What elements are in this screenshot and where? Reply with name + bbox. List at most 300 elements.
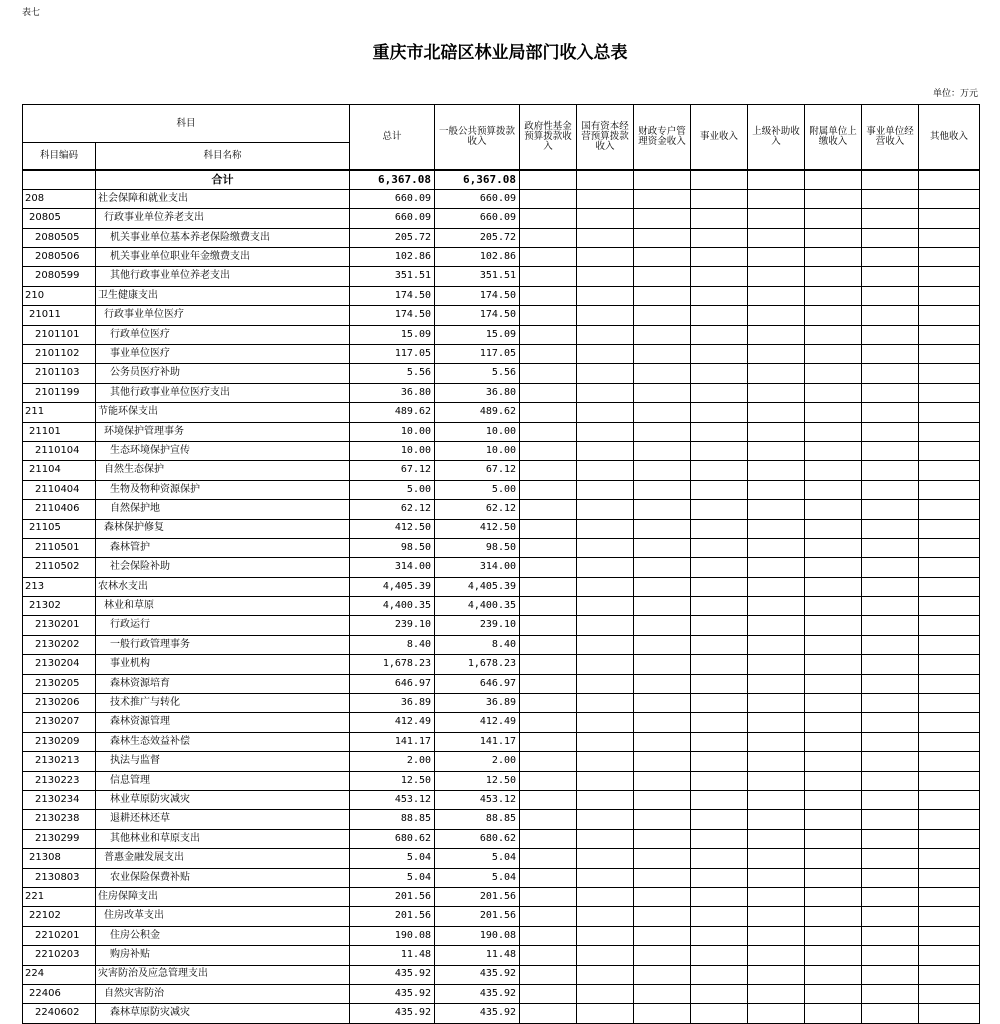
empty-cell <box>748 868 805 887</box>
empty-cell <box>748 500 805 519</box>
empty-cell <box>691 616 748 635</box>
table-row <box>23 519 980 538</box>
empty-cell <box>577 752 634 771</box>
empty-cell <box>520 441 577 460</box>
empty-cell <box>805 480 862 499</box>
table-row <box>23 325 980 344</box>
general-budget-amount: 435.92 <box>435 984 520 1003</box>
subject-name: 社会保障和就业支出 <box>96 189 350 208</box>
empty-cell <box>577 597 634 616</box>
general-budget-amount: 12.50 <box>435 771 520 790</box>
empty-cell <box>862 345 919 364</box>
empty-cell <box>577 403 634 422</box>
empty-cell <box>805 577 862 596</box>
empty-cell <box>748 228 805 247</box>
general-budget-amount: 67.12 <box>435 461 520 480</box>
empty-cell <box>577 364 634 383</box>
empty-cell <box>520 829 577 848</box>
empty-cell <box>634 907 691 926</box>
header-gov-fund: 政府性基金预算拨款收入 <box>520 105 577 171</box>
subject-name: 行政事业单位医疗 <box>96 306 350 325</box>
subject-code: 2130299 <box>23 829 96 848</box>
empty-cell <box>691 732 748 751</box>
table-row <box>23 189 980 208</box>
table-row <box>23 345 980 364</box>
table-row <box>23 635 980 654</box>
subject-name: 执法与监督 <box>96 752 350 771</box>
subject-code: 20805 <box>23 209 96 228</box>
table-row <box>23 228 980 247</box>
empty-cell <box>577 907 634 926</box>
empty-cell <box>577 674 634 693</box>
unit-label: 单位：万元 <box>932 89 978 99</box>
empty-cell <box>805 500 862 519</box>
empty-cell <box>520 538 577 557</box>
empty-cell <box>805 1004 862 1023</box>
empty-cell <box>919 694 980 713</box>
general-budget-amount: 201.56 <box>435 907 520 926</box>
empty-cell <box>691 965 748 984</box>
subject-name: 住房改革支出 <box>96 907 350 926</box>
empty-cell <box>805 791 862 810</box>
empty-cell <box>862 325 919 344</box>
table-row <box>23 267 980 286</box>
subject-name: 自然生态保护 <box>96 461 350 480</box>
total-amount: 435.92 <box>350 965 435 984</box>
table-row <box>23 655 980 674</box>
empty-cell <box>634 519 691 538</box>
empty-cell <box>520 810 577 829</box>
empty-cell <box>805 829 862 848</box>
table-row <box>23 500 980 519</box>
empty-cell <box>805 422 862 441</box>
empty-cell <box>748 189 805 208</box>
total-amount: 141.17 <box>350 732 435 751</box>
empty-cell <box>748 248 805 267</box>
empty-cell <box>577 771 634 790</box>
empty-cell <box>862 577 919 596</box>
total-amount: 190.08 <box>350 926 435 945</box>
empty-cell <box>520 345 577 364</box>
table-row <box>23 946 980 965</box>
subject-code: 2130223 <box>23 771 96 790</box>
empty-cell <box>634 849 691 868</box>
empty-cell <box>748 810 805 829</box>
subject-code: 21101 <box>23 422 96 441</box>
empty-cell <box>577 732 634 751</box>
empty-cell <box>748 694 805 713</box>
empty-cell <box>919 655 980 674</box>
table-row <box>23 306 980 325</box>
empty-cell <box>748 849 805 868</box>
empty-cell <box>805 849 862 868</box>
header-superior-subsidy: 上级补助收入 <box>748 105 805 171</box>
table-row <box>23 422 980 441</box>
empty-cell <box>862 500 919 519</box>
total-amount: 314.00 <box>350 558 435 577</box>
table-row <box>23 383 980 402</box>
table-row <box>23 829 980 848</box>
total-amount: 201.56 <box>350 907 435 926</box>
empty-cell <box>748 635 805 654</box>
empty-cell <box>691 752 748 771</box>
empty-cell <box>862 364 919 383</box>
empty-cell <box>577 558 634 577</box>
table-row <box>23 577 980 596</box>
empty-cell <box>577 849 634 868</box>
empty-cell <box>634 267 691 286</box>
empty-cell <box>805 674 862 693</box>
general-budget-amount: 680.62 <box>435 829 520 848</box>
empty-cell <box>577 325 634 344</box>
empty-cell <box>748 752 805 771</box>
empty-cell <box>691 306 748 325</box>
empty-cell <box>634 500 691 519</box>
subject-name: 农业保险保费补贴 <box>96 868 350 887</box>
header-other: 其他收入 <box>919 105 980 171</box>
empty-cell <box>691 286 748 305</box>
subject-name: 其他行政事业单位医疗支出 <box>96 383 350 402</box>
empty-cell <box>634 694 691 713</box>
empty-cell <box>919 325 980 344</box>
total-general-amount: 6,367.08 <box>435 170 520 189</box>
empty-cell <box>862 441 919 460</box>
empty-cell <box>862 674 919 693</box>
empty-cell <box>691 694 748 713</box>
empty-cell <box>805 694 862 713</box>
empty-cell <box>520 597 577 616</box>
empty-cell <box>862 616 919 635</box>
general-budget-amount: 239.10 <box>435 616 520 635</box>
empty-cell <box>748 480 805 499</box>
subject-code: 2101101 <box>23 325 96 344</box>
empty-cell <box>577 170 634 189</box>
general-budget-amount: 11.48 <box>435 946 520 965</box>
empty-cell <box>805 887 862 906</box>
empty-cell <box>805 519 862 538</box>
empty-cell <box>634 887 691 906</box>
total-code-cell <box>23 170 96 189</box>
empty-cell <box>748 286 805 305</box>
empty-cell <box>805 364 862 383</box>
subject-code: 2110501 <box>23 538 96 557</box>
empty-cell <box>577 422 634 441</box>
subject-name: 生态环境保护宣传 <box>96 441 350 460</box>
empty-cell <box>691 713 748 732</box>
empty-cell <box>862 209 919 228</box>
subject-name: 林业草原防灾减灾 <box>96 791 350 810</box>
empty-cell <box>862 558 919 577</box>
total-amount: 174.50 <box>350 286 435 305</box>
empty-cell <box>805 325 862 344</box>
general-budget-amount: 2.00 <box>435 752 520 771</box>
empty-cell <box>748 791 805 810</box>
general-budget-amount: 36.80 <box>435 383 520 402</box>
total-amount: 2.00 <box>350 752 435 771</box>
empty-cell <box>805 441 862 460</box>
empty-cell <box>919 597 980 616</box>
subject-name: 节能环保支出 <box>96 403 350 422</box>
empty-cell <box>634 403 691 422</box>
empty-cell <box>805 868 862 887</box>
general-budget-amount: 660.09 <box>435 209 520 228</box>
empty-cell <box>577 984 634 1003</box>
table-row <box>23 849 980 868</box>
subject-code: 208 <box>23 189 96 208</box>
empty-cell <box>919 364 980 383</box>
table-row <box>23 403 980 422</box>
empty-cell <box>805 771 862 790</box>
empty-cell <box>748 538 805 557</box>
empty-cell <box>862 732 919 751</box>
empty-cell <box>919 926 980 945</box>
general-budget-amount: 102.86 <box>435 248 520 267</box>
empty-cell <box>520 306 577 325</box>
empty-cell <box>634 248 691 267</box>
general-budget-amount: 314.00 <box>435 558 520 577</box>
empty-cell <box>520 791 577 810</box>
empty-cell <box>634 732 691 751</box>
empty-cell <box>805 209 862 228</box>
empty-cell <box>862 538 919 557</box>
total-amount: 36.80 <box>350 383 435 402</box>
empty-cell <box>862 849 919 868</box>
empty-cell <box>691 500 748 519</box>
general-budget-amount: 1,678.23 <box>435 655 520 674</box>
empty-cell <box>520 694 577 713</box>
empty-cell <box>805 907 862 926</box>
table-row <box>23 791 980 810</box>
empty-cell <box>577 345 634 364</box>
table-row <box>23 286 980 305</box>
empty-cell <box>748 209 805 228</box>
empty-cell <box>862 461 919 480</box>
subject-code: 2110406 <box>23 500 96 519</box>
general-budget-amount: 5.04 <box>435 849 520 868</box>
subject-name: 自然灾害防治 <box>96 984 350 1003</box>
general-budget-amount: 98.50 <box>435 538 520 557</box>
empty-cell <box>520 655 577 674</box>
empty-cell <box>919 267 980 286</box>
empty-cell <box>862 946 919 965</box>
empty-cell <box>691 635 748 654</box>
general-budget-amount: 646.97 <box>435 674 520 693</box>
empty-cell <box>577 616 634 635</box>
empty-cell <box>919 441 980 460</box>
header-total: 总计 <box>350 105 435 171</box>
empty-cell <box>520 170 577 189</box>
empty-cell <box>691 364 748 383</box>
empty-cell <box>805 248 862 267</box>
empty-cell <box>748 364 805 383</box>
empty-cell <box>862 597 919 616</box>
empty-cell <box>748 267 805 286</box>
total-amount: 5.00 <box>350 480 435 499</box>
empty-cell <box>805 732 862 751</box>
subject-code: 21105 <box>23 519 96 538</box>
empty-cell <box>748 597 805 616</box>
empty-cell <box>919 480 980 499</box>
empty-cell <box>748 887 805 906</box>
empty-cell <box>919 791 980 810</box>
empty-cell <box>862 829 919 848</box>
subject-name: 卫生健康支出 <box>96 286 350 305</box>
empty-cell <box>805 383 862 402</box>
empty-cell <box>691 248 748 267</box>
subject-code: 21104 <box>23 461 96 480</box>
empty-cell <box>691 868 748 887</box>
total-row <box>23 170 980 189</box>
empty-cell <box>748 306 805 325</box>
empty-cell <box>577 228 634 247</box>
empty-cell <box>805 713 862 732</box>
empty-cell <box>520 480 577 499</box>
empty-cell <box>634 306 691 325</box>
empty-cell <box>691 383 748 402</box>
empty-cell <box>862 306 919 325</box>
empty-cell <box>862 480 919 499</box>
empty-cell <box>520 267 577 286</box>
empty-cell <box>520 383 577 402</box>
total-amount: 5.56 <box>350 364 435 383</box>
empty-cell <box>919 849 980 868</box>
empty-cell <box>919 907 980 926</box>
table-row <box>23 441 980 460</box>
total-amount: 453.12 <box>350 791 435 810</box>
table-row <box>23 810 980 829</box>
subject-name: 一般行政管理事务 <box>96 635 350 654</box>
empty-cell <box>520 616 577 635</box>
empty-cell <box>691 946 748 965</box>
empty-cell <box>577 306 634 325</box>
empty-cell <box>634 577 691 596</box>
empty-cell <box>748 1004 805 1023</box>
empty-cell <box>520 907 577 926</box>
empty-cell <box>691 422 748 441</box>
empty-cell <box>919 635 980 654</box>
empty-cell <box>919 306 980 325</box>
empty-cell <box>748 577 805 596</box>
empty-cell <box>520 713 577 732</box>
general-budget-amount: 4,405.39 <box>435 577 520 596</box>
empty-cell <box>748 965 805 984</box>
empty-cell <box>862 694 919 713</box>
empty-cell <box>520 868 577 887</box>
subject-code: 2110502 <box>23 558 96 577</box>
empty-cell <box>577 248 634 267</box>
subject-code: 2110404 <box>23 480 96 499</box>
empty-cell <box>748 829 805 848</box>
subject-name: 普惠金融发展支出 <box>96 849 350 868</box>
empty-cell <box>748 403 805 422</box>
empty-cell <box>919 403 980 422</box>
subject-code: 2110104 <box>23 441 96 460</box>
empty-cell <box>577 461 634 480</box>
general-budget-amount: 88.85 <box>435 810 520 829</box>
total-amount: 412.50 <box>350 519 435 538</box>
subject-name: 机关事业单位职业年金缴费支出 <box>96 248 350 267</box>
empty-cell <box>577 383 634 402</box>
total-amount: 12.50 <box>350 771 435 790</box>
empty-cell <box>919 248 980 267</box>
empty-cell <box>862 267 919 286</box>
table-row <box>23 538 980 557</box>
empty-cell <box>577 577 634 596</box>
general-budget-amount: 4,400.35 <box>435 597 520 616</box>
general-budget-amount: 10.00 <box>435 441 520 460</box>
empty-cell <box>577 286 634 305</box>
empty-cell <box>805 228 862 247</box>
empty-cell <box>634 791 691 810</box>
empty-cell <box>691 538 748 557</box>
subject-code: 213 <box>23 577 96 596</box>
empty-cell <box>577 694 634 713</box>
header-affiliated: 附属单位上缴收入 <box>805 105 862 171</box>
general-budget-amount: 36.89 <box>435 694 520 713</box>
general-budget-amount: 10.00 <box>435 422 520 441</box>
empty-cell <box>634 926 691 945</box>
empty-cell <box>634 538 691 557</box>
general-budget-amount: 205.72 <box>435 228 520 247</box>
table-row <box>23 713 980 732</box>
subject-name: 森林资源管理 <box>96 713 350 732</box>
empty-cell <box>634 635 691 654</box>
empty-cell <box>748 558 805 577</box>
empty-cell <box>691 228 748 247</box>
empty-cell <box>862 984 919 1003</box>
empty-cell <box>805 170 862 189</box>
empty-cell <box>634 170 691 189</box>
total-amount: 6,367.08 <box>350 170 435 189</box>
empty-cell <box>520 577 577 596</box>
empty-cell <box>919 946 980 965</box>
subject-name: 事业机构 <box>96 655 350 674</box>
empty-cell <box>577 635 634 654</box>
empty-cell <box>691 209 748 228</box>
total-amount: 36.89 <box>350 694 435 713</box>
empty-cell <box>862 189 919 208</box>
empty-cell <box>634 829 691 848</box>
empty-cell <box>691 1004 748 1023</box>
subject-code: 2130204 <box>23 655 96 674</box>
empty-cell <box>862 907 919 926</box>
empty-cell <box>691 577 748 596</box>
table-row <box>23 752 980 771</box>
table-row <box>23 461 980 480</box>
empty-cell <box>919 732 980 751</box>
subject-name: 森林保护修复 <box>96 519 350 538</box>
general-budget-amount: 190.08 <box>435 926 520 945</box>
empty-cell <box>919 500 980 519</box>
empty-cell <box>520 752 577 771</box>
empty-cell <box>577 791 634 810</box>
table-row <box>23 674 980 693</box>
total-amount: 660.09 <box>350 209 435 228</box>
empty-cell <box>862 868 919 887</box>
general-budget-amount: 453.12 <box>435 791 520 810</box>
empty-cell <box>691 267 748 286</box>
subject-code: 2210203 <box>23 946 96 965</box>
table-row <box>23 1004 980 1023</box>
empty-cell <box>634 209 691 228</box>
total-amount: 489.62 <box>350 403 435 422</box>
empty-cell <box>520 286 577 305</box>
header-general-budget: 一般公共预算拨款收入 <box>435 105 520 171</box>
table-row <box>23 597 980 616</box>
total-amount: 10.00 <box>350 422 435 441</box>
subject-code: 221 <box>23 887 96 906</box>
subject-name: 农林水支出 <box>96 577 350 596</box>
